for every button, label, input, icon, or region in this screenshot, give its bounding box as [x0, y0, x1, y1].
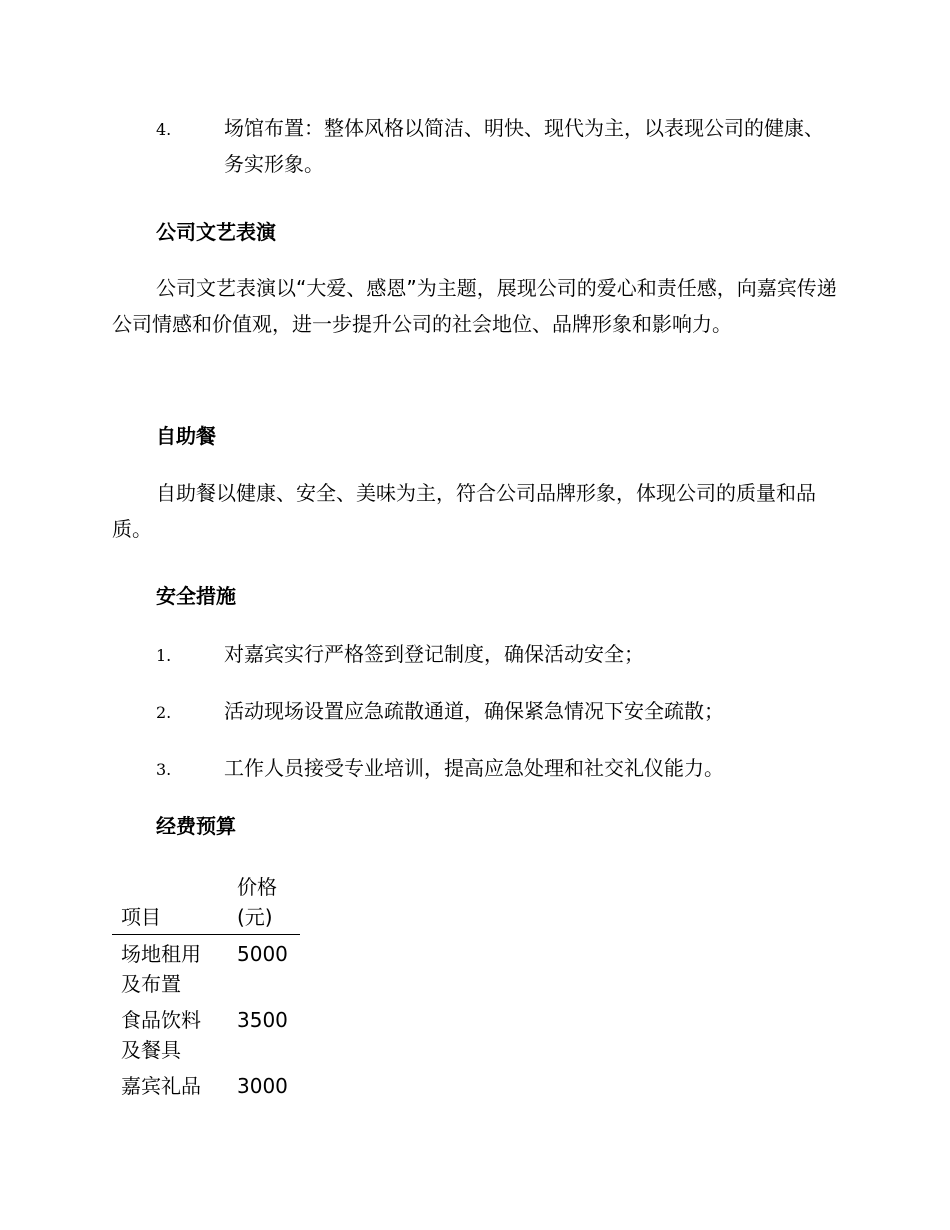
list-text: 对嘉宾实行严格签到登记制度，确保活动安全； — [224, 642, 644, 666]
venue-layout-item — [112, 110, 837, 182]
safety-item-3 — [112, 750, 837, 786]
buffet-paragraph: 自助餐以健康、安全、美味为主，符合公司品牌形象，体现公司的质量和品质。 — [112, 481, 816, 541]
cell-price: 3000 — [237, 1074, 288, 1098]
cell-price: 5000 — [237, 942, 288, 966]
column-header-price: 价格(元) — [237, 875, 277, 929]
list-number: 2. — [156, 703, 172, 722]
cell-item: 嘉宾礼品 — [121, 1074, 201, 1098]
list-number: 1. — [156, 646, 172, 665]
list-text: 工作人员接受专业培训，提高应急处理和社交礼仪能力。 — [224, 756, 724, 780]
section-heading-budget: 经费预算 — [156, 814, 236, 838]
table-header-row — [112, 868, 300, 935]
section-heading-buffet: 自助餐 — [156, 424, 216, 448]
budget-table — [112, 868, 300, 1103]
performance-paragraph: 公司文艺表演以“大爱、感恩”为主题，展现公司的爱心和责任感，向嘉宾传递公司情感和价值观，进一步提升公司的社会地位、品牌形象和影响力。 — [112, 276, 837, 336]
cell-item: 场地租用及布置 — [121, 942, 201, 996]
table-row — [112, 1067, 300, 1103]
section-heading-safety: 安全措施 — [156, 584, 236, 608]
column-header-item: 项目 — [121, 905, 161, 929]
section-heading-performance: 公司文艺表演 — [156, 220, 276, 244]
list-number: 4. — [156, 120, 172, 139]
cell-item: 食品饮料及餐具 — [121, 1008, 201, 1062]
list-text: 场馆布置：整体风格以简洁、明快、现代为主，以表现公司的健康、务实形象。 — [224, 116, 824, 176]
safety-item-2 — [112, 693, 837, 729]
list-text: 活动现场设置应急疏散通道，确保紧急情况下安全疏散； — [224, 699, 724, 723]
cell-price: 3500 — [237, 1008, 288, 1032]
list-number: 3. — [156, 760, 172, 779]
table-row — [112, 935, 300, 1002]
table-row — [112, 1001, 300, 1067]
safety-item-1 — [112, 636, 837, 672]
